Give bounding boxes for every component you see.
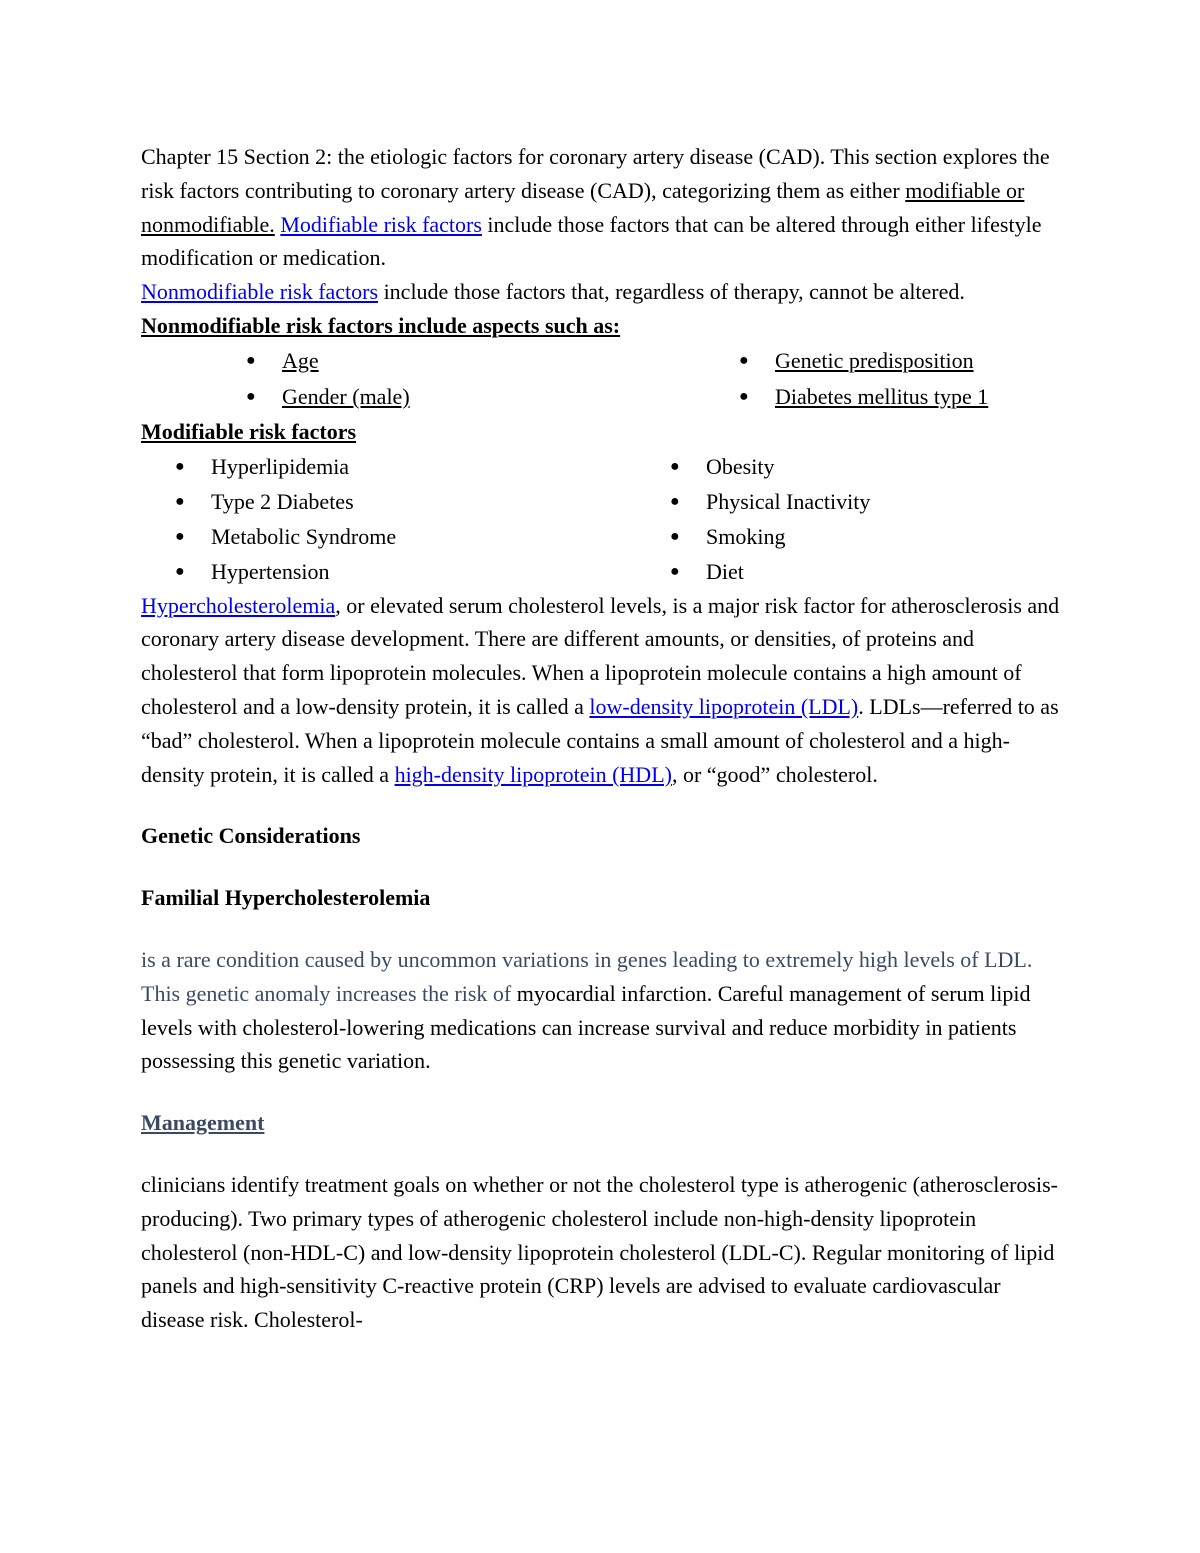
nonmodifiable-list-col-1 (246, 343, 410, 415)
management-heading: Management (141, 1110, 265, 1136)
intro-text-1: Chapter 15 Section 2: the etiologic factors for coronary artery disease (CAD). This section explores the risk factors contributing to coronary artery disease (CAD), categorizing them as either (141, 144, 1050, 203)
familial-hypercholesterolemia-heading: Familial Hypercholesterolemia (141, 885, 431, 911)
bullet-icon: ● (670, 527, 680, 545)
bullet-icon: ● (246, 387, 256, 405)
bullet-icon: ● (175, 562, 185, 580)
spacer (141, 1078, 1061, 1106)
spacer (141, 853, 1061, 881)
spacer (141, 915, 1061, 943)
document-page (141, 140, 1061, 1337)
modifiable-risk-factors-link[interactable]: Modifiable risk factors (280, 211, 482, 237)
hypercholesterolemia-link[interactable]: Hypercholesterolemia (141, 592, 336, 618)
bullet-icon: ● (175, 492, 185, 510)
modifiable-list-col-2 (670, 449, 870, 589)
nonmodifiable-heading: Nonmodifiable risk factors include aspects such as: (141, 312, 621, 338)
list-item: ● Age (246, 343, 410, 379)
spacer (141, 791, 1061, 819)
intro-text-2: include those factors that can be altered through either lifestyle modification or medication. (141, 211, 1042, 271)
list-item: ● Genetic predisposition (739, 343, 988, 379)
modifiable-heading: Modifiable risk factors (141, 418, 357, 444)
list-item: ● Metabolic Syndrome (175, 519, 396, 554)
bullet-icon: ● (739, 351, 749, 369)
intro-text-3: include those factors that, regardless of therapy, cannot be altered. (378, 279, 965, 305)
intro-paragraph (141, 140, 1061, 309)
modifiable-nonmodifiable-underline: modifiable or nonmodifiable. (141, 177, 1025, 237)
list-item: ● Diet (670, 554, 870, 589)
bullet-icon: ● (246, 351, 256, 369)
list-item: ● Hypertension (175, 554, 396, 589)
spacer (141, 1140, 1061, 1168)
list-item: ● Type 2 Diabetes (175, 484, 396, 519)
modifiable-list (141, 449, 1061, 589)
hypercholesterolemia-paragraph: Hypercholesterolemia, or elevated serum cholesterol levels, is a major risk factor for atherosclerosis and coronary artery disease development. There are different amounts, or densities, of proteins and cholesterol that form lipoprotein molecules. When a lipoprotein molecule contains a high amount of cholesterol and a low-density protein, it is called a low-density lipoprotein (LDL). LDLs—referred to as “bad” cholesterol. When a lipoprotein molecule contains a small amount of cholesterol and a high-density protein, it is called a high-density lipoprotein (HDL), or “good” cholesterol. (141, 592, 1060, 787)
bullet-icon: ● (739, 387, 749, 405)
list-item: ● Physical Inactivity (670, 484, 870, 519)
nonmodifiable-list (141, 343, 1061, 415)
ldl-link[interactable]: low-density lipoprotein (LDL) (589, 693, 859, 719)
list-item: ● Diabetes mellitus type 1 (739, 379, 988, 415)
bullet-icon: ● (670, 562, 680, 580)
list-item: ● Gender (male) (246, 379, 410, 415)
management-paragraph: clinicians identify treatment goals on whether or not the cholesterol type is atherogenic (atherosclerosis-producing). Two primary types of atherogenic cholesterol include non-high-density lipoprotein cholesterol (non-HDL-C) and low-density lipoprotein cholesterol (LDL-C). Regular monitoring of lipid panels and high-sensitivity C-reactive protein (CRP) levels are advised to evaluate cardiovascular disease risk. Cholesterol- (141, 1171, 1058, 1333)
list-item: ● Smoking (670, 519, 870, 554)
hdl-link[interactable]: high-density lipoprotein (HDL) (394, 761, 672, 787)
list-item: ● Obesity (670, 449, 870, 484)
bullet-icon: ● (670, 457, 680, 475)
bullet-icon: ● (175, 527, 185, 545)
bullet-icon: ● (175, 457, 185, 475)
nonmodifiable-list-col-2 (739, 343, 988, 415)
bullet-icon: ● (670, 492, 680, 510)
nonmodifiable-risk-factors-link[interactable]: Nonmodifiable risk factors (141, 279, 379, 305)
list-item: ● Hyperlipidemia (175, 449, 396, 484)
genetic-considerations-heading: Genetic Considerations (141, 823, 361, 849)
familial-paragraph: is a rare condition caused by uncommon variations in genes leading to extremely high levels of LDL. This genetic anomaly increases the risk of myocardial infarction. Careful management of serum lipid levels with cholesterol-lowering medications can increase survival and reduce morbidity in patients possessing this genetic variation. (141, 946, 1033, 1074)
modifiable-list-col-1 (175, 449, 396, 589)
